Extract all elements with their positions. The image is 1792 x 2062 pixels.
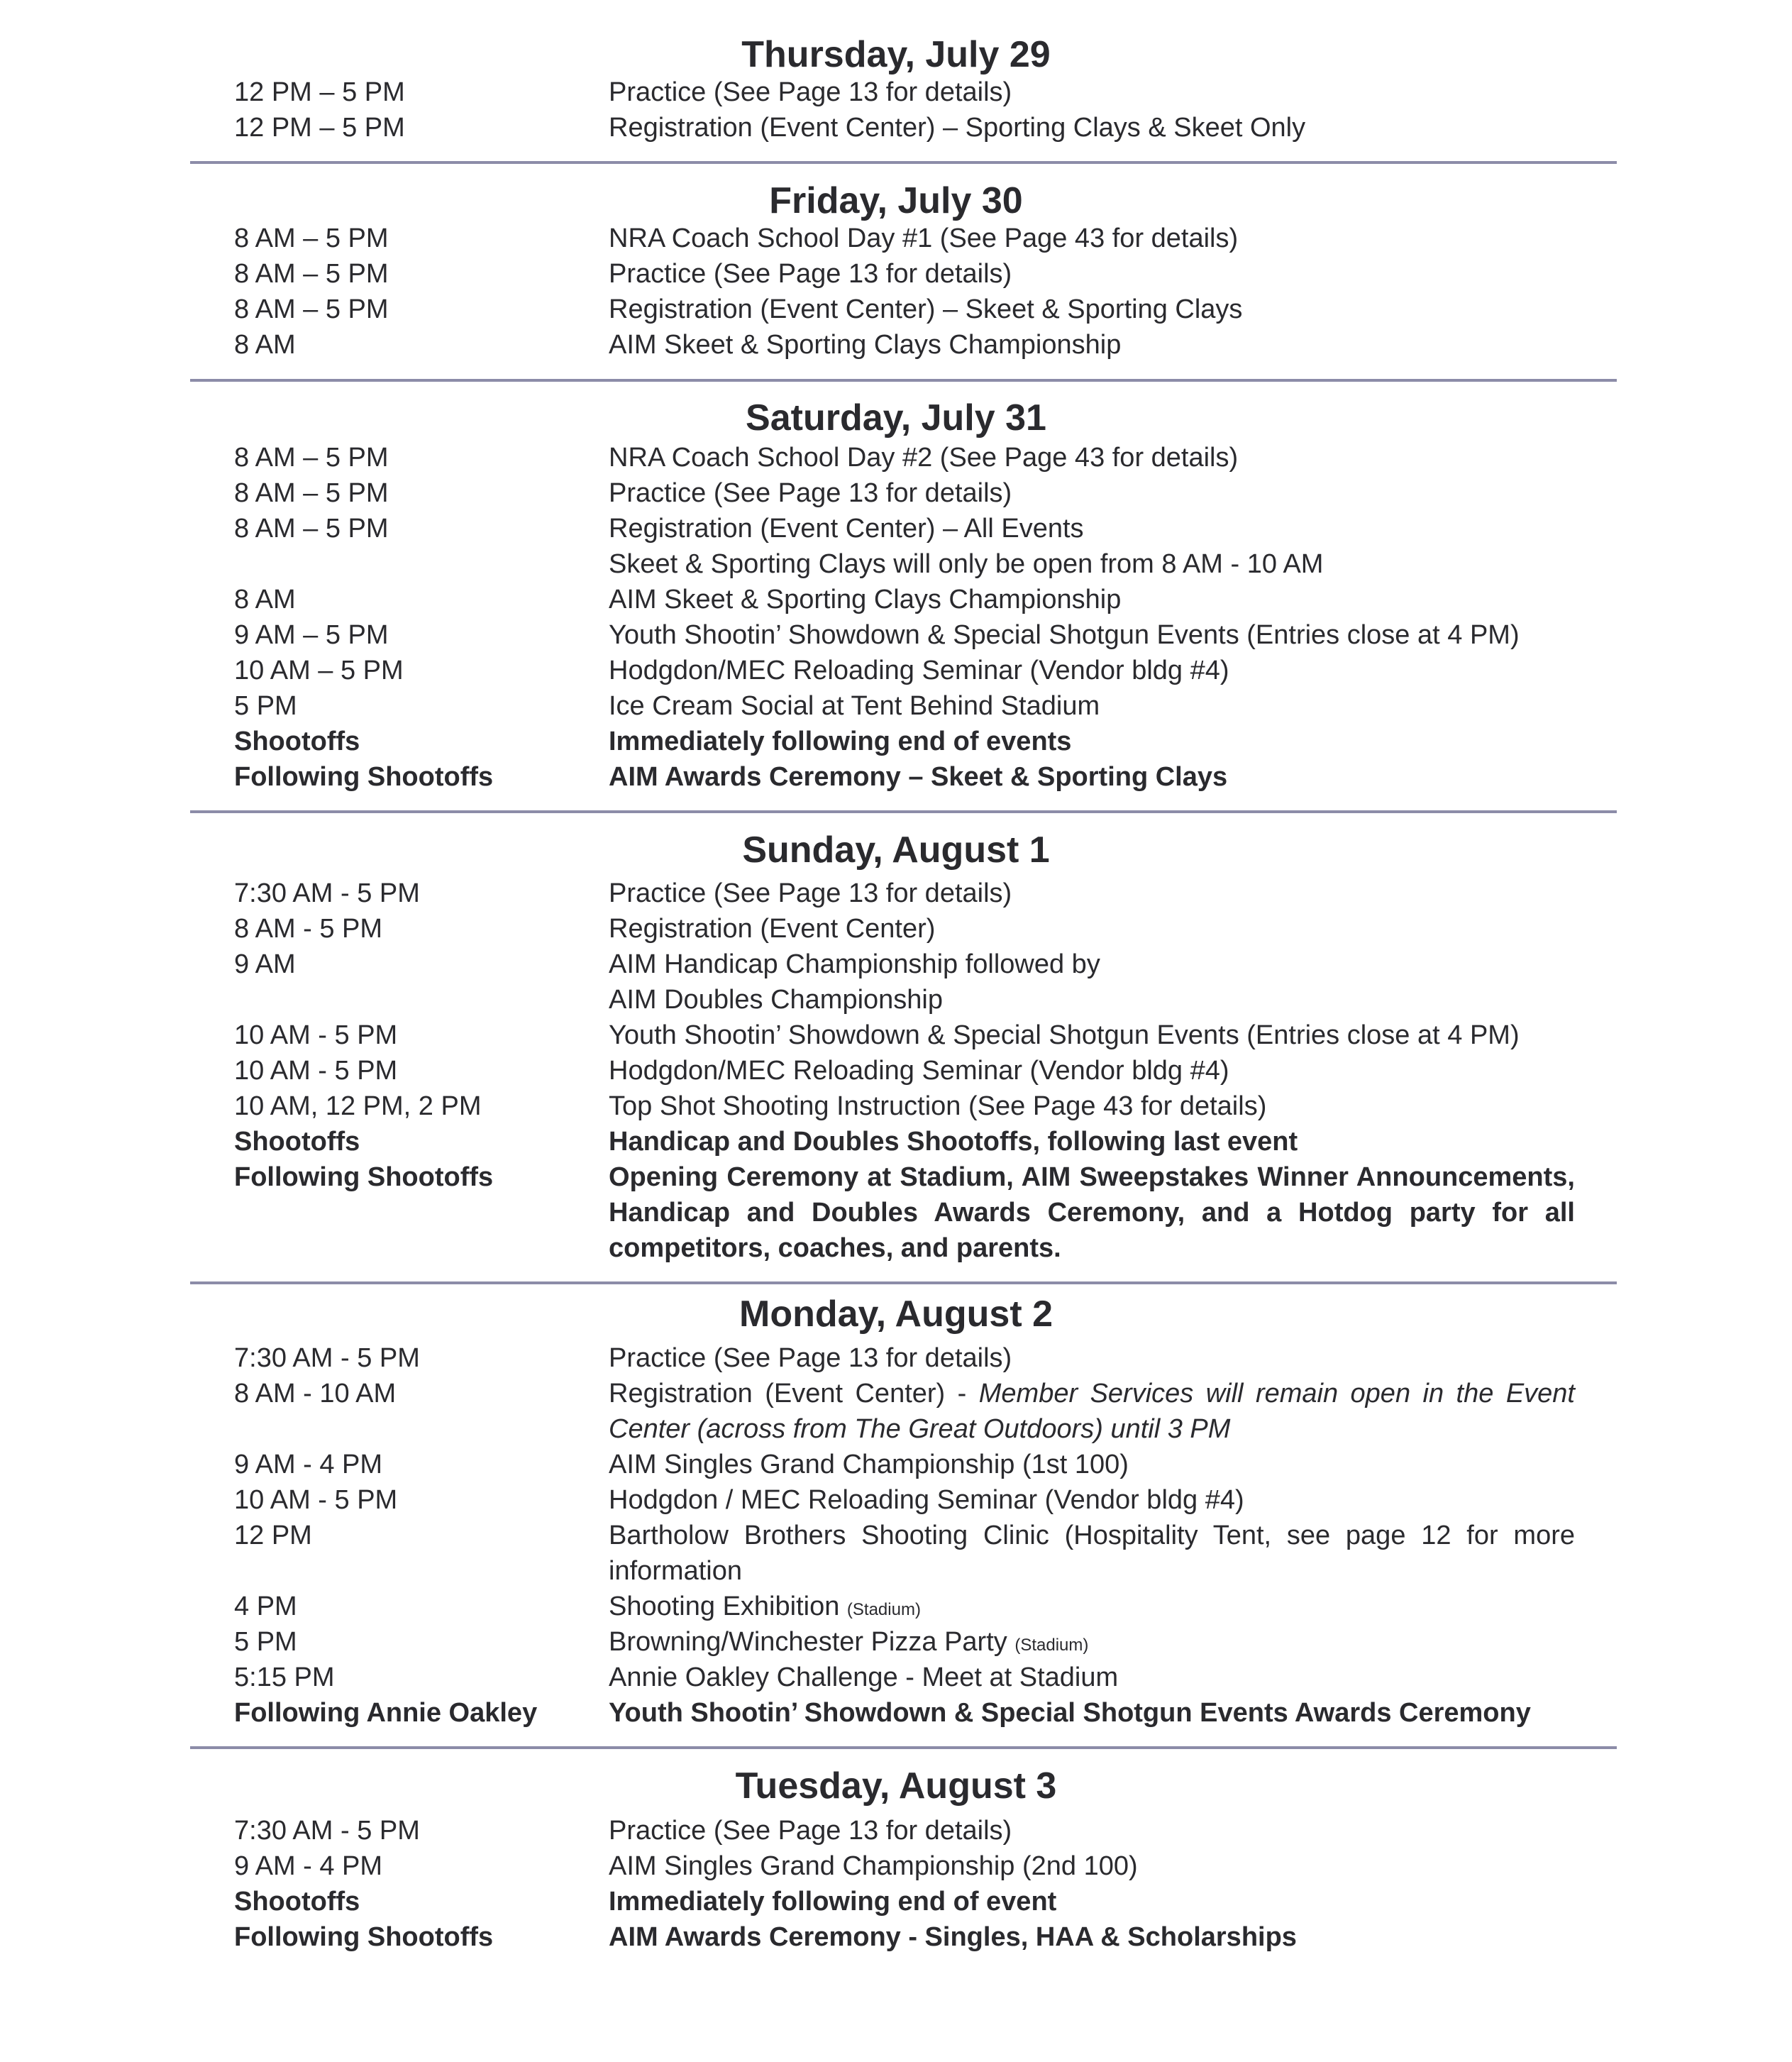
event-cell: Youth Shootin’ Showdown & Special Shotgun Events Awards Ceremony <box>609 1698 1531 1728</box>
time-cell: 12 PM – 5 PM <box>234 77 405 107</box>
event-note: Member Services will remain open in the Event Center (across from The Great Outdoors) until 3 PM <box>609 1379 1575 1444</box>
day-divider <box>190 1281 1617 1284</box>
time-cell: 8 AM – 5 PM <box>234 224 389 253</box>
time-cell: 7:30 AM - 5 PM <box>234 1816 420 1846</box>
time-cell: Following Shootoffs <box>234 1162 494 1192</box>
time-cell: 5 PM <box>234 1627 297 1657</box>
time-cell: 9 AM <box>234 949 296 979</box>
event-cell: Top Shot Shooting Instruction (See Page 43 for details) <box>609 1091 1267 1121</box>
event-cell: Hodgdon/MEC Reloading Seminar (Vendor bldg #4) <box>609 1056 1229 1086</box>
event-cell: AIM Awards Ceremony - Singles, HAA & Scholarships <box>609 1922 1297 1952</box>
event-cell: AIM Skeet & Sporting Clays Championship <box>609 585 1122 614</box>
time-cell: 12 PM <box>234 1521 312 1550</box>
event-cell: Registration (Event Center) – Sporting Clays & Skeet Only <box>609 113 1306 143</box>
time-cell: Shootoffs <box>234 1127 360 1157</box>
event-cell: Practice (See Page 13 for details) <box>609 1816 1012 1846</box>
event-location-note: (Stadium) <box>846 1600 921 1619</box>
event-cell <box>609 1376 1575 1447</box>
event-cell: Practice (See Page 13 for details) <box>609 1343 1012 1373</box>
event-cell <box>609 1624 1575 1663</box>
event-text: Registration (Event Center) - <box>609 1379 979 1408</box>
day-divider <box>190 379 1617 382</box>
day-title-saturday: Saturday, July 31 <box>746 397 1046 439</box>
event-cell: Ice Cream Social at Tent Behind Stadium <box>609 691 1100 721</box>
day-divider <box>190 810 1617 813</box>
event-text: Browning/Winchester Pizza Party <box>609 1627 1007 1657</box>
time-cell: Following Annie Oakley <box>234 1698 538 1728</box>
event-cell: AIM Singles Grand Championship (2nd 100) <box>609 1851 1138 1881</box>
time-cell: 8 AM - 10 AM <box>234 1379 397 1408</box>
event-cell: Hodgdon/MEC Reloading Seminar (Vendor bldg #4) <box>609 656 1229 685</box>
event-cell: NRA Coach School Day #1 (See Page 43 for details) <box>609 224 1239 253</box>
event-text: Shooting Exhibition <box>609 1592 840 1621</box>
time-cell: 12 PM – 5 PM <box>234 113 405 143</box>
event-cell: Practice (See Page 13 for details) <box>609 77 1012 107</box>
time-cell: 8 AM – 5 PM <box>234 478 389 508</box>
event-cell: Registration (Event Center) – Skeet & Sporting Clays <box>609 294 1243 324</box>
time-cell: 9 AM - 4 PM <box>234 1450 383 1479</box>
time-cell: 9 AM - 4 PM <box>234 1851 383 1881</box>
time-cell: Following Shootoffs <box>234 1922 494 1952</box>
time-cell: Shootoffs <box>234 1887 360 1917</box>
day-title-thursday: Thursday, July 29 <box>741 34 1051 75</box>
event-cell: Handicap and Doubles Shootoffs, following last event <box>609 1127 1298 1157</box>
event-cell: Registration (Event Center) <box>609 914 936 944</box>
time-cell: 8 AM - 5 PM <box>234 914 383 944</box>
event-cell: Youth Shootin’ Showdown & Special Shotgun Events (Entries close at 4 PM) <box>609 620 1520 650</box>
time-cell: 8 AM – 5 PM <box>234 514 389 544</box>
event-cell: Practice (See Page 13 for details) <box>609 878 1012 908</box>
time-cell: 8 AM <box>234 585 296 614</box>
day-title-tuesday: Tuesday, August 3 <box>735 1765 1057 1807</box>
time-cell: 10 AM - 5 PM <box>234 1056 398 1086</box>
event-cell: Registration (Event Center) – All Events <box>609 514 1084 544</box>
event-cell: AIM Awards Ceremony – Skeet & Sporting Clays <box>609 762 1228 792</box>
event-cell: Youth Shootin’ Showdown & Special Shotgun Events (Entries close at 4 PM) <box>609 1020 1520 1050</box>
time-cell: 9 AM – 5 PM <box>234 620 389 650</box>
time-cell: 8 AM – 5 PM <box>234 294 389 324</box>
event-cell: Hodgdon / MEC Reloading Seminar (Vendor bldg #4) <box>609 1485 1244 1515</box>
time-cell: Following Shootoffs <box>234 762 494 792</box>
event-cell: Bartholow Brothers Shooting Clinic (Hospitality Tent, see page 12 for more information <box>609 1521 1575 1586</box>
time-cell: 7:30 AM - 5 PM <box>234 878 420 908</box>
day-title-monday: Monday, August 2 <box>739 1294 1053 1335</box>
event-cell: Skeet & Sporting Clays will only be open from 8 AM - 10 AM <box>609 549 1324 579</box>
event-cell: AIM Handicap Championship followed by <box>609 949 1100 979</box>
event-cell <box>609 1589 1575 1628</box>
day-title-friday: Friday, July 30 <box>769 180 1023 221</box>
time-cell: 8 AM – 5 PM <box>234 259 389 289</box>
event-cell: Annie Oakley Challenge - Meet at Stadium <box>609 1663 1119 1692</box>
event-cell: Practice (See Page 13 for details) <box>609 478 1012 508</box>
time-cell: 8 AM <box>234 330 296 360</box>
event-cell: Practice (See Page 13 for details) <box>609 259 1012 289</box>
day-divider <box>190 161 1617 164</box>
day-divider <box>190 1746 1617 1749</box>
event-location-note: (Stadium) <box>1014 1636 1089 1655</box>
time-cell: 10 AM – 5 PM <box>234 656 404 685</box>
event-cell: NRA Coach School Day #2 (See Page 43 for details) <box>609 443 1239 473</box>
event-cell: Opening Ceremony at Stadium, AIM Sweepstakes Winner Announcements, Handicap and Doubles Awards Ceremony, and a Hotdog party for all competitors, coaches, and parents. <box>609 1162 1575 1263</box>
event-cell: Immediately following end of event <box>609 1887 1057 1917</box>
event-cell: AIM Doubles Championship <box>609 985 944 1015</box>
time-cell: 8 AM – 5 PM <box>234 443 389 473</box>
time-cell: 10 AM - 5 PM <box>234 1485 398 1515</box>
time-cell: 5 PM <box>234 691 297 721</box>
time-cell: 10 AM - 5 PM <box>234 1020 398 1050</box>
event-cell: AIM Singles Grand Championship (1st 100) <box>609 1450 1129 1479</box>
time-cell: 5:15 PM <box>234 1663 335 1692</box>
time-cell: 4 PM <box>234 1592 297 1621</box>
day-title-sunday: Sunday, August 1 <box>742 829 1050 871</box>
time-cell: Shootoffs <box>234 727 360 756</box>
time-cell: 7:30 AM - 5 PM <box>234 1343 420 1373</box>
event-cell: Immediately following end of events <box>609 727 1072 756</box>
time-cell: 10 AM, 12 PM, 2 PM <box>234 1091 482 1121</box>
event-cell: AIM Skeet & Sporting Clays Championship <box>609 330 1122 360</box>
